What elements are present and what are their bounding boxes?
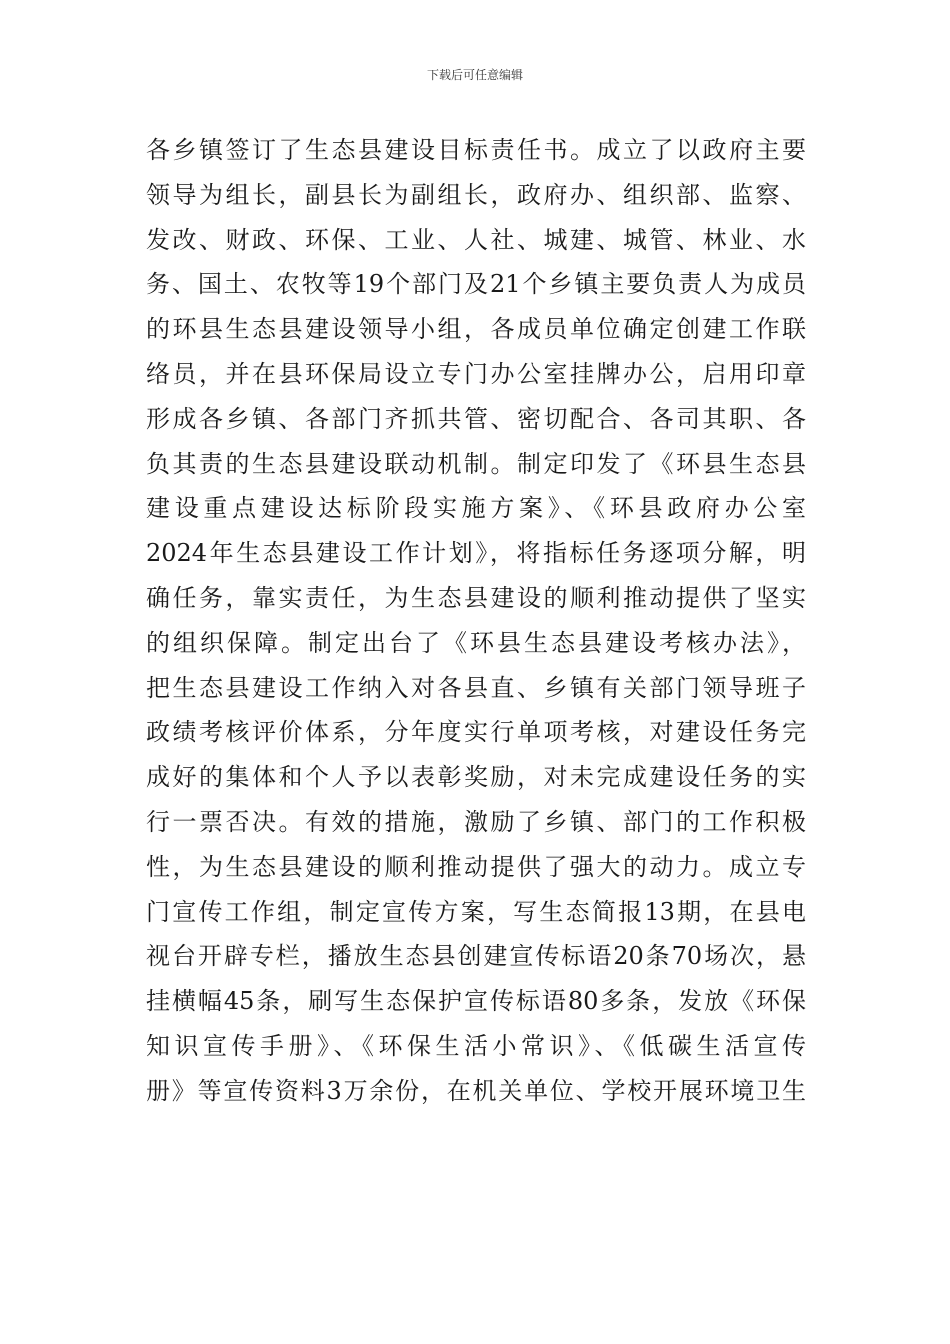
text-line: 的组织保障。制定出台了《环县生态县建设考核办法》，: [146, 628, 806, 657]
body-paragraph: [146, 128, 806, 1114]
header-note: 下载后可任意编辑: [426, 68, 523, 82]
text-line: 负其责的生态县建设联动机制。制定印发了《环县生态县: [146, 449, 806, 478]
text-line: 各乡镇签订了生态县建设目标责任书。成立了以政府主要: [146, 136, 806, 164]
text-line: 确任务，靠实责任，为生态县建设的顺利推动提供了坚实: [146, 583, 806, 612]
text-line: 发改、财政、环保、工业、人社、城建、城管、林业、水: [146, 225, 806, 254]
text-line: 知识宣传手册》、《环保生活小常识》、《低碳生活宣传: [146, 1031, 806, 1060]
text-line: 性，为生态县建设的顺利推动提供了强大的动力。成立专: [146, 852, 806, 881]
text-line: 行一票否决。有效的措施，激励了乡镇、部门的工作积极: [146, 807, 806, 836]
text-line: 形成各乡镇、各部门齐抓共管、密切配合、各司其职、各: [146, 404, 806, 433]
text-line: 2024年生态县建设工作计划》，将指标任务逐项分解，明: [146, 539, 806, 568]
text-line: 视台开辟专栏，播放生态县创建宣传标语20条70场次，悬: [146, 942, 806, 971]
text-line: 络员，并在县环保局设立专门办公室挂牌办公，启用印章: [146, 359, 806, 388]
text-line: 成好的集体和个人予以表彰奖励，对未完成建设任务的实: [146, 763, 806, 792]
text-line: 务、国土、农牧等19个部门及21个乡镇主要负责人为成员: [146, 270, 806, 299]
text-line: 领导为组长，副县长为副组长，政府办、组织部、监察、: [146, 180, 806, 209]
text-line: 把生态县建设工作纳入对各县直、乡镇有关部门领导班子: [146, 673, 806, 702]
text-line: 册》等宣传资料3万余份，在机关单位、学校开展环境卫生: [146, 1076, 806, 1105]
text-line: 门宣传工作组，制定宣传方案，写生态简报13期，在县电: [146, 897, 806, 926]
text-line: 挂横幅45条，刷写生态保护宣传标语80多条，发放《环保: [146, 987, 806, 1016]
text-line: 的环县生态县建设领导小组，各成员单位确定创建工作联: [146, 315, 806, 344]
text-line: 建设重点建设达标阶段实施方案》、《环县政府办公室: [146, 494, 806, 523]
text-line: 政绩考核评价体系，分年度实行单项考核，对建设任务完: [146, 718, 806, 747]
